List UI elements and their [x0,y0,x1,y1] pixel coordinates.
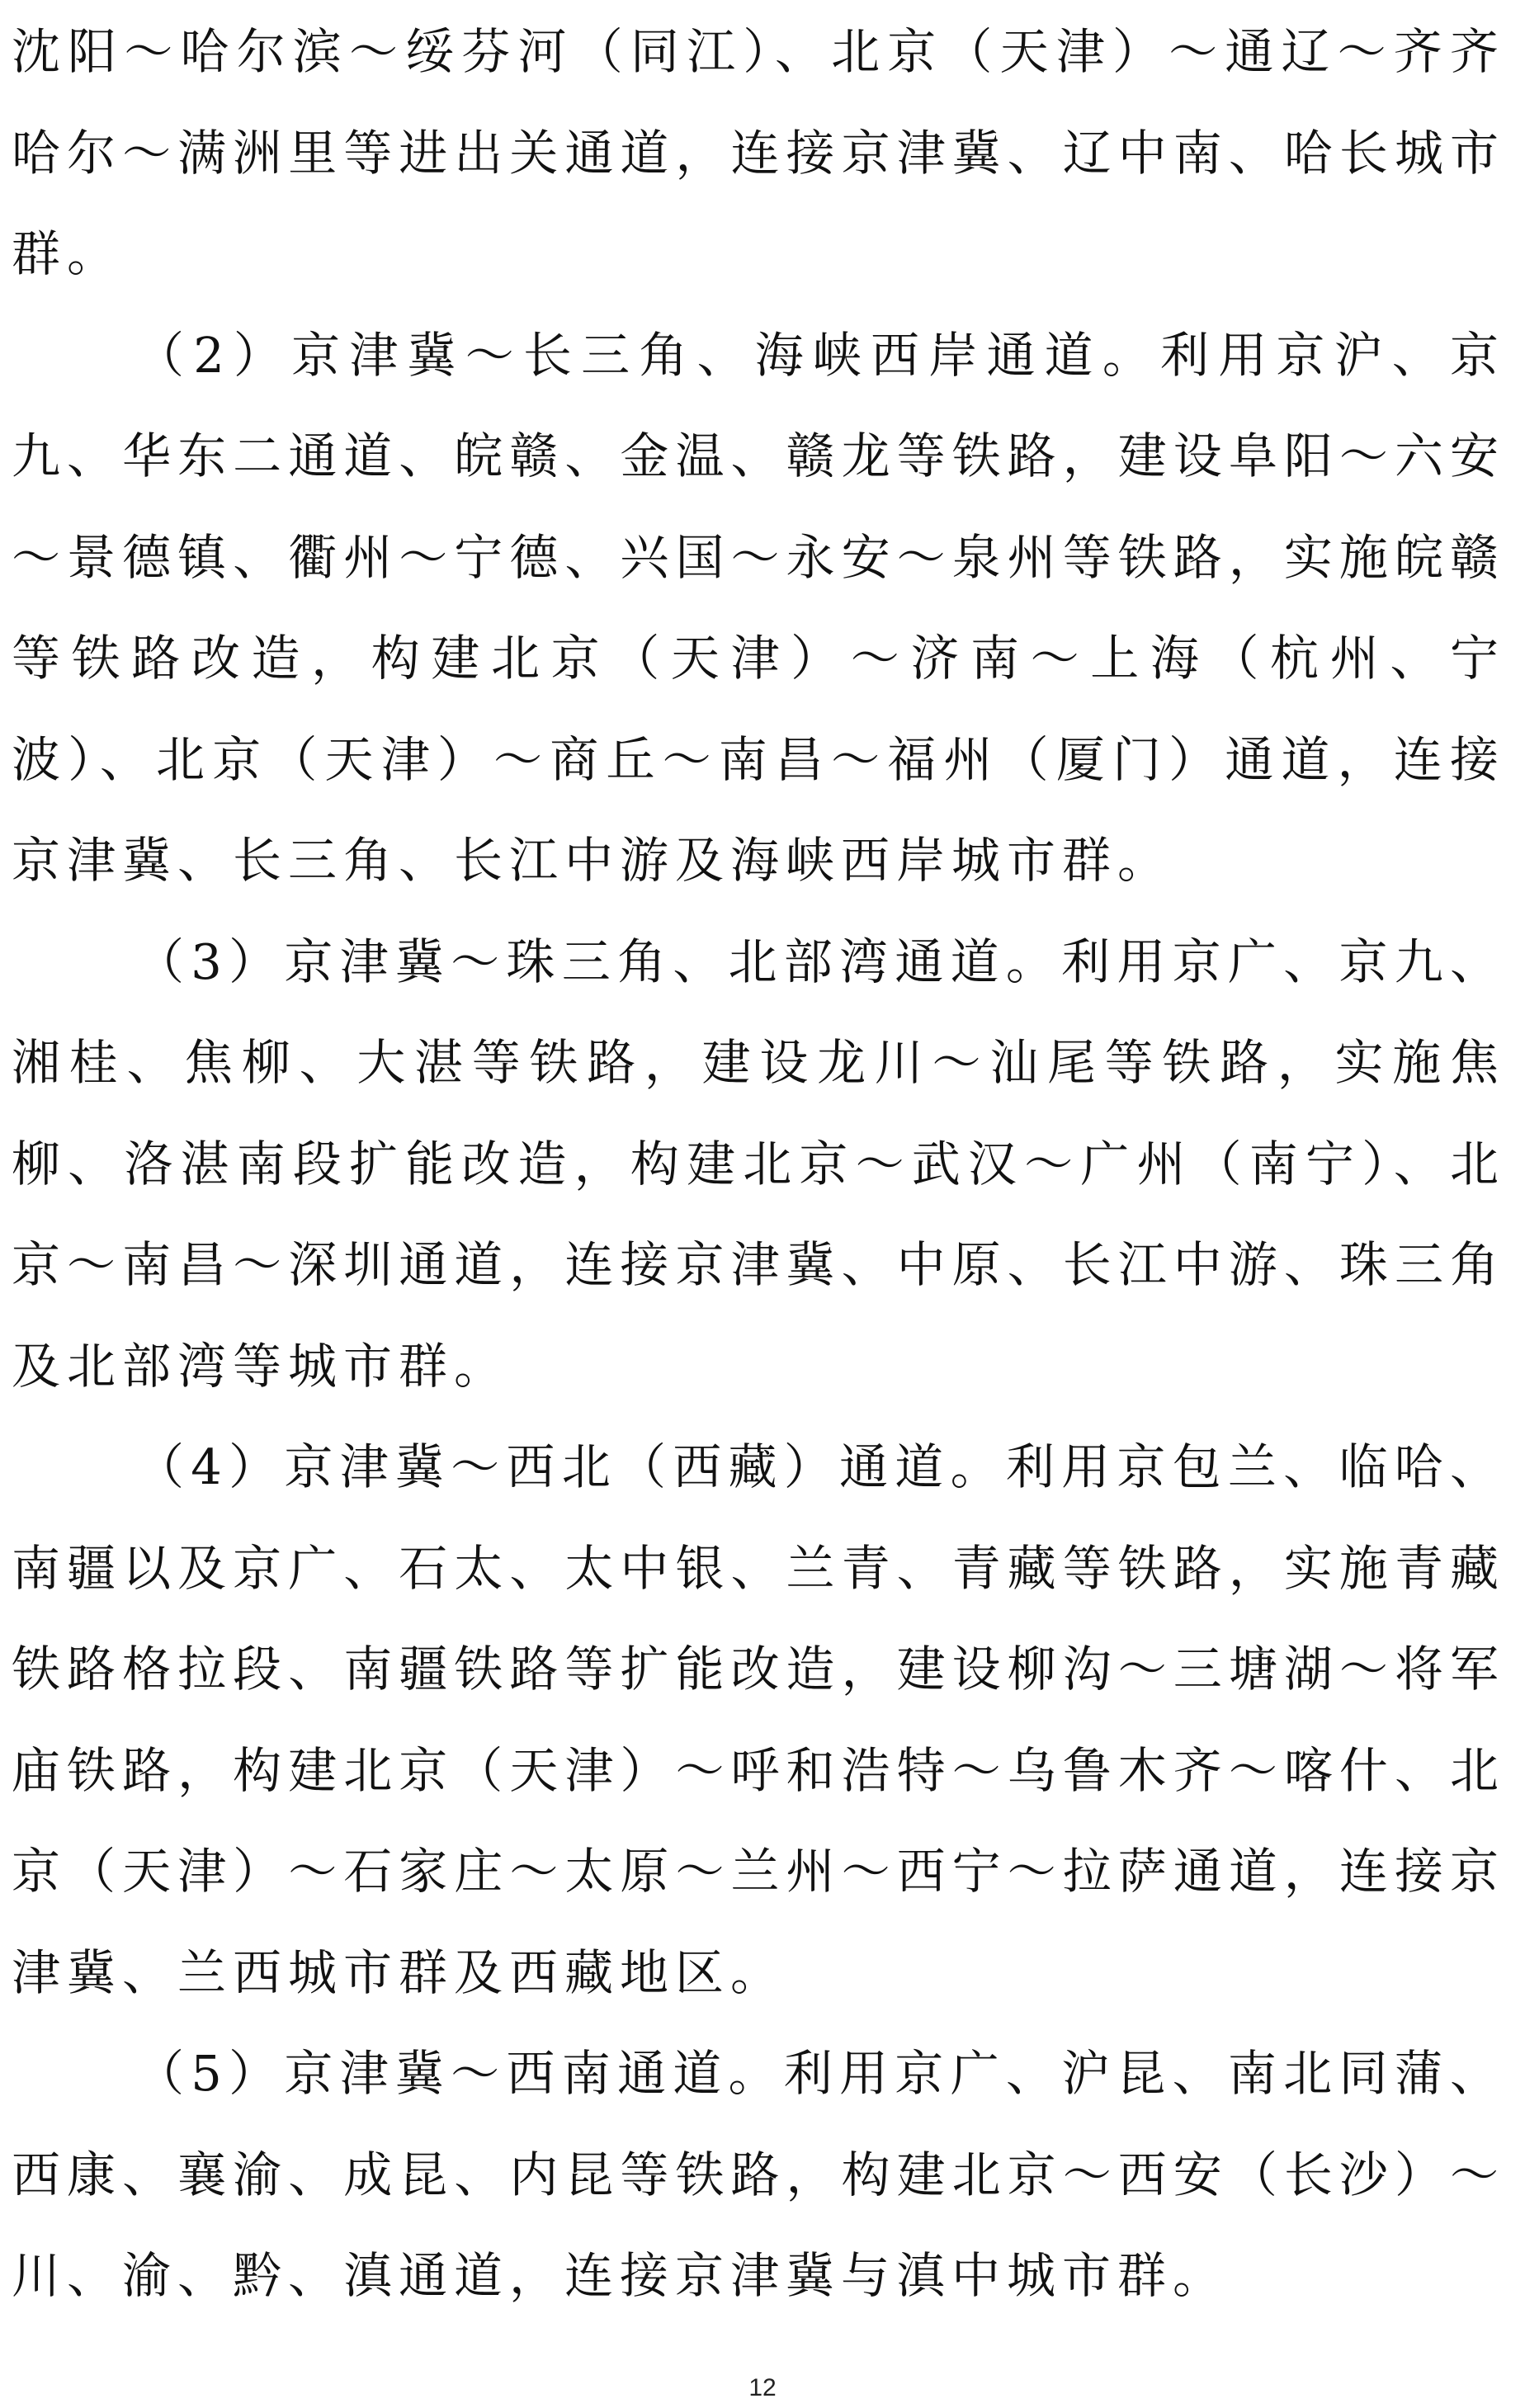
paragraph-beijing-pearl-delta-corridor: （3）京津冀～珠三角、北部湾通道。利用京广、京九、湘桂、焦柳、大湛等铁路，建设龙川～汕尾等铁路，实施焦柳、洛湛南段扩能改造，构建北京～武汉～广州（南宁）、北京～南昌～深圳通道，连接京津冀、中原、长江中游、珠三角及北部湾等城市群。 [12,933,1505,1395]
paragraph-beijing-southwest-corridor: （5）京津冀～西南通道。利用京广、沪昆、南北同蒲、西康、襄渝、成昆、内昆等铁路，构建北京～西安（长沙）～川、渝、黔、滇通道，连接京津冀与滇中城市群。 [12,2045,1505,2304]
paragraph-beijing-northwest-corridor: （4）京津冀～西北（西藏）通道。利用京包兰、临哈、南疆以及京广、石太、太中银、兰青、青藏等铁路，实施青藏铁路格拉段、南疆铁路等扩能改造，建设柳沟～三塘湖～将军庙铁路，构建北京（天津）～呼和浩特～乌鲁木齐～喀什、北京（天津）～石家庄～太原～兰州～西宁～拉萨通道，连接京津冀、兰西城市群及西藏地区。 [12,1438,1505,2001]
paragraph-continuation: 沈阳～哈尔滨～绥芬河（同江）、北京（天津）～通辽～齐齐哈尔～满洲里等进出关通道，连接京津冀、辽中南、哈长城市群。 [12,23,1505,282]
page-number: 12 [748,2374,777,2401]
paragraph-beijing-yangtze-delta-corridor: （2）京津冀～长三角、海峡西岸通道。利用京沪、京九、华东二通道、皖赣、金温、赣龙等铁路，建设阜阳～六安～景德镇、衢州～宁德、兴国～永安～泉州等铁路，实施皖赣等铁路改造，构建北京（天津）～济南～上海（杭州、宁波）、北京（天津）～商丘～南昌～福州（厦门）通道，连接京津冀、长三角、长江中游及海峡西岸城市群。 [12,326,1505,889]
document-body [12,2,1505,2327]
